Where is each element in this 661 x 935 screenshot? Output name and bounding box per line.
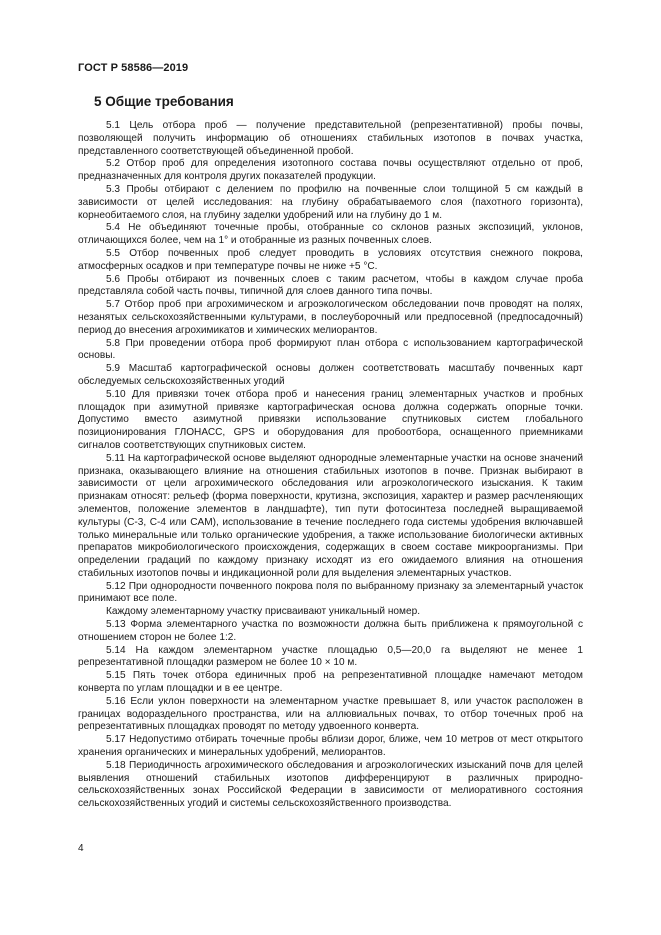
document-header: ГОСТ Р 58586—2019 [78,62,189,74]
paragraph-5-14: 5.14 На каждом элементарном участке площадью 0,5—20,0 га выделяют не менее 1 репрезентативной площадки размером не более 10 × 10 м. [78,644,583,669]
paragraph-5-8: 5.8 При проведении отбора проб формируют план отбора с использованием картографической основы. [78,337,583,362]
paragraph-5-18: 5.18 Периодичность агрохимического обследования и агроэкологических изысканий почв для целей выявления отношений стабильных изотопов дифференцируют в различных природно-сельскохозяйственных зонах Российской Федерации в зависимости от мелиоративного состояния сельскохозяйственных угодий и системы сельскохозяйственного производства. [78,759,583,810]
paragraph-5-3: 5.3 Пробы отбирают с делением по профилю на почвенные слои толщиной 5 см каждый в зависимости от целей исследования: на глубину обрабатываемого слоя (пахотного горизонта), корнеобитаемого слоя, на глубину заделки удобрений или на глубину до 1 м. [78,183,583,221]
paragraph-5-1: 5.1 Цель отбора проб — получение представительной (репрезентативной) пробы почвы, позволяющей получить информацию об отношениях стабильных изотопов в почвах участка, представленного соответствующей объединенной пробой. [78,120,583,157]
section-body [78,120,583,811]
paragraph-5-9: 5.9 Масштаб картографической основы должен соответствовать масштабу почвенных карт обследуемых сельскохозяйственных угодий [78,363,583,387]
paragraph-5-6: 5.6 Пробы отбирают из почвенных слоев с таким расчетом, чтобы в каждом случае проба представляла собой часть почвы, типичной для слоев данного типа почвы. [78,273,583,298]
paragraph-5-7: 5.7 Отбор проб при агрохимическом и агроэкологическом обследовании почв проводят на полях, незанятых сельскохозяйственными культурами, в послеуборочный или предпосевной (предпосадочный) период до внесения агрохимикатов и химических мелиорантов. [78,299,583,336]
paragraph-5-17: 5.17 Недопустимо отбирать точечные пробы вблизи дорог, ближе, чем 10 метров от мест открытого хранения органических и минеральных удобрений, мелиорантов. [78,734,583,759]
paragraph-5-4: 5.4 Не объединяют точечные пробы, отобранные со склонов разных экспозиций, уклонов, отличающихся более, чем на 1° и отобранные из разных почвенных слоев. [78,222,583,247]
paragraph-5-13: 5.13 Форма элементарного участка по возможности должна быть приближена к прямоугольной с отношением сторон не более 1:2. [78,619,583,643]
paragraph-5-11: 5.11 На картографической основе выделяют однородные элементарные участки на основе значений признака, оказывающего влияние на отношения стабильных изотопов в почве. Признак выбирают в зависимости от цели агрохимического обследования или агроэкологического изыскания. К таким признакам относят: рельеф (форма поверхности, крутизна, экспозиция, характер и размер расчленяющих элементов, положение элементов в ландшафте), тип пути фотосинтеза последней выращиваемой культуры (С-3, С-4 или CAM), использование в течение последнего года системы удобрения включавшей только минеральные или только органические удобрения, а также использование биологически активных препаратов микробиологического происхождения, содержащих в своем составе микроорганизмы. При определении градаций по каждому признаку исходят из его ожидаемого влияния на отношения стабильных изотопов почвы и индикационной роли для выделения элементарных участков. [78,452,583,579]
section-title: 5 Общие требования [94,94,234,109]
paragraph-5-10: 5.10 Для привязки точек отбора проб и нанесения границ элементарных участков и пробных площадок при азимутной привязке картографическая основа должна содержать опорные точки. Допустимо вместо азимутной привязки использование спутниковых систем глобального позиционирования ГЛОНАСС, GPS и оборудования для пробоотбора, оснащенного приемниками сигналов соответствующих спутниковых систем. [78,388,583,451]
paragraph-5-12: 5.12 При однородности почвенного покрова поля по выбранному признаку за элементарный участок принимают все поле. [78,580,583,605]
paragraph-5-5: 5.5 Отбор почвенных проб следует проводить в условиях отсутствия снежного покрова, атмосферных осадков и при температуре почвы не ниже +5 °С. [78,247,583,272]
paragraph-5-15: 5.15 Пять точек отбора единичных проб на репрезентативной площадке намечают методом конверта по углам площадки и в ее центре. [78,670,583,695]
page-number: 4 [78,843,84,854]
paragraph-5-2: 5.2 Отбор проб для определения изотопного состава почвы осуществляют отдельно от проб, предназначенных для контроля других показателей продукции. [78,158,583,183]
paragraph-5-16: 5.16 Если уклон поверхности на элементарном участке превышает 8, или участок расположен в границах водораздельного пространства, или на аллювиальных почвах, то отбор точечных проб на репрезентативных площадках проводят по методу удвоенного конверта. [78,695,583,733]
paragraph-5-12-note: Каждому элементарному участку присваивают уникальный номер. [106,606,421,618]
